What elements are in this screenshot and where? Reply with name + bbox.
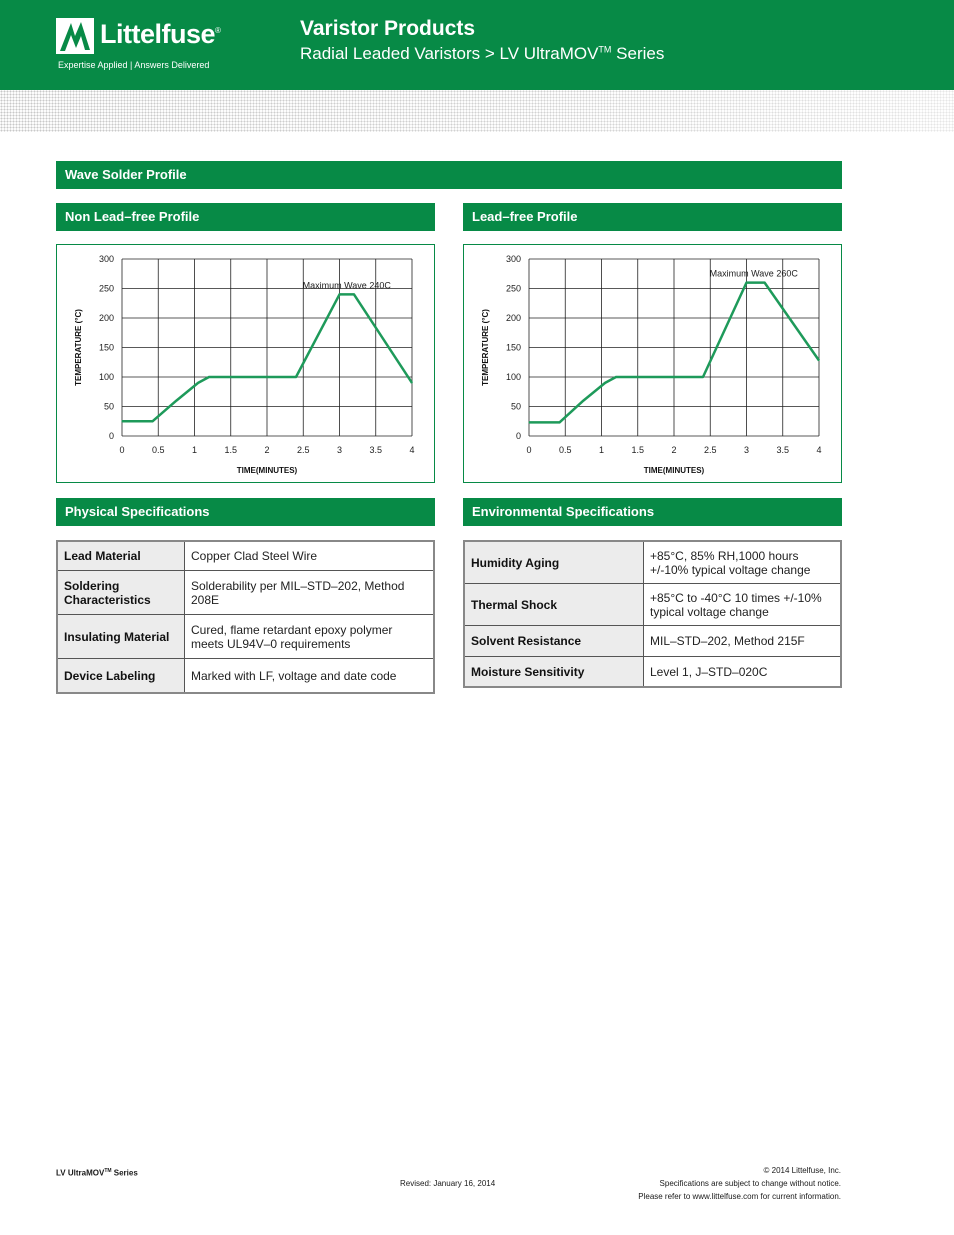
spec-value: +85°C to -40°C 10 times +/-10% typical voltage change: [644, 584, 841, 626]
spec-key: Thermal Shock: [465, 584, 644, 626]
x-tick-label: 1: [598, 445, 605, 455]
x-axis-label: TIME(MINUTES): [643, 466, 705, 475]
x-tick-label: 2.5: [296, 445, 310, 455]
non-lead-free-chart-svg: [57, 245, 436, 484]
x-tick-label: 2: [264, 445, 270, 455]
spec-key: Device Labeling: [58, 659, 185, 694]
spec-key: Humidity Aging: [465, 542, 644, 584]
x-tick-label: 0: [119, 445, 125, 455]
table-row: [465, 657, 841, 688]
y-tick-label: 0: [515, 431, 521, 441]
data-point: [208, 376, 209, 377]
spec-value: Cured, flame retardant epoxy polymer meets UL94V–0 requirements: [185, 615, 434, 659]
littelfuse-logo: [56, 18, 231, 74]
y-tick-label: 250: [505, 283, 521, 294]
x-tick-label: 3: [336, 445, 343, 455]
x-tick-label: 3: [743, 445, 750, 455]
logo-tagline: Expertise Applied | Answers Delivered: [58, 60, 210, 70]
y-tick-label: 0: [108, 431, 114, 441]
data-point: [559, 422, 560, 423]
spec-key: Insulating Material: [58, 615, 185, 659]
peak-annotation: Maximum Wave 240C: [302, 280, 391, 291]
dotted-band-fade: [0, 90, 954, 132]
page-title: Varistor Products: [300, 17, 476, 40]
physical-spec-table: [57, 541, 434, 694]
x-tick-label: 4: [409, 445, 415, 455]
y-tick-label: 300: [98, 254, 114, 264]
x-tick-label: 0: [526, 445, 532, 455]
environmental-spec-table: [464, 541, 841, 688]
spec-key: Lead Material: [58, 542, 185, 571]
table-row: [465, 542, 841, 584]
y-tick-label: 150: [98, 342, 114, 353]
data-point: [583, 400, 584, 401]
table-row: [58, 659, 434, 694]
data-point: [411, 382, 412, 383]
x-tick-label: 0.5: [558, 445, 572, 455]
table-row: [58, 571, 434, 615]
y-tick-label: 200: [98, 313, 114, 323]
footer-notice: Specifications are subject to change without notice.: [659, 1179, 841, 1188]
footer-series: LV UltraMOV™ Series: [56, 1168, 138, 1178]
y-tick-label: 200: [505, 313, 521, 323]
data-point: [615, 376, 616, 377]
y-tick-label: 100: [505, 372, 521, 382]
x-tick-label: 3.5: [369, 445, 383, 455]
y-tick-label: 50: [103, 401, 114, 412]
table-row: [58, 615, 434, 659]
x-tick-label: 1.5: [224, 445, 238, 455]
footer-revised: Revised: January 16, 2014: [400, 1179, 496, 1188]
footer-copyright: © 2014 Littelfuse, Inc.: [763, 1166, 841, 1175]
wave-solder-heading: Wave Solder Profile: [56, 161, 842, 189]
non-lead-free-heading: Non Lead–free Profile: [56, 203, 435, 231]
data-point: [353, 294, 354, 295]
lead-free-chart: [463, 244, 842, 483]
data-point: [152, 421, 153, 422]
table-row: [58, 542, 434, 571]
y-tick-label: 250: [98, 283, 114, 294]
y-tick-label: 300: [505, 254, 521, 264]
x-tick-label: 2.5: [703, 445, 717, 455]
x-tick-label: 2: [671, 445, 677, 455]
spec-value: Marked with LF, voltage and date code: [185, 659, 434, 694]
y-axis-label: TEMPERATURE (°C): [74, 309, 83, 386]
data-point: [176, 400, 177, 401]
x-tick-label: 3.5: [776, 445, 790, 455]
y-tick-label: 150: [505, 342, 521, 353]
data-point: [818, 360, 819, 361]
peak-annotation: Maximum Wave 260C: [709, 268, 798, 279]
spec-value: Level 1, J–STD–020C: [644, 657, 841, 688]
x-axis-label: TIME(MINUTES): [236, 466, 298, 475]
environmental-spec-heading: Environmental Specifications: [463, 498, 842, 526]
y-axis-label: TEMPERATURE (°C): [481, 309, 490, 386]
x-tick-label: 1.5: [631, 445, 645, 455]
page-subtitle: Radial Leaded Varistors > LV UltraMOV™ Series: [300, 44, 665, 63]
lead-free-heading: Lead–free Profile: [463, 203, 842, 231]
data-point: [702, 376, 703, 377]
x-tick-label: 4: [816, 445, 822, 455]
spec-key: Moisture Sensitivity: [465, 657, 644, 688]
non-lead-free-chart: [56, 244, 435, 483]
x-tick-label: 0.5: [151, 445, 165, 455]
table-row: [465, 584, 841, 626]
physical-spec-heading: Physical Specifications: [56, 498, 435, 526]
footer-notice: Please refer to www.littelfuse.com for current information.: [638, 1192, 841, 1201]
logo-mark-icon: [56, 18, 94, 54]
data-point: [198, 382, 199, 383]
logo-wordmark: Littelfuse®: [100, 19, 221, 49]
spec-value: Copper Clad Steel Wire: [185, 542, 434, 571]
data-point: [121, 421, 122, 422]
spec-value: MIL–STD–202, Method 215F: [644, 626, 841, 657]
page-header: [0, 0, 954, 90]
spec-key: Soldering Characteristics: [58, 571, 185, 615]
data-point: [764, 282, 765, 283]
lead-free-chart-svg: [464, 245, 843, 484]
spec-value: +85°C, 85% RH,1000 hours +/-10% typical voltage change: [644, 542, 841, 584]
footer-legal: [638, 1164, 841, 1203]
data-point: [528, 422, 529, 423]
y-tick-label: 100: [98, 372, 114, 382]
spec-key: Solvent Resistance: [465, 626, 644, 657]
data-point: [295, 376, 296, 377]
y-tick-label: 50: [510, 401, 521, 412]
data-point: [746, 282, 747, 283]
table-row: [465, 626, 841, 657]
data-point: [605, 382, 606, 383]
x-tick-label: 1: [191, 445, 198, 455]
spec-value: Solderability per MIL–STD–202, Method 208E: [185, 571, 434, 615]
data-point: [339, 294, 340, 295]
